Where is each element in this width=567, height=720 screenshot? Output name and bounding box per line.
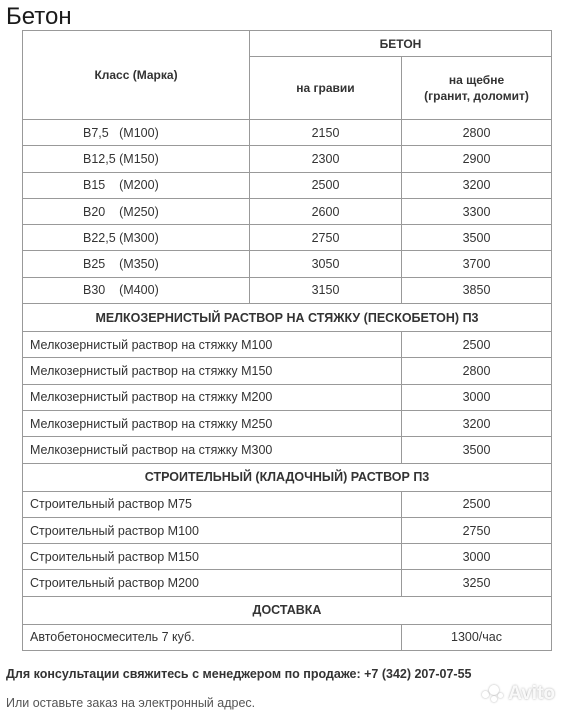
table-row (23, 544, 552, 570)
crushed-header-line1: на щебне (448, 73, 505, 87)
class-cell: В7,5 (М100) (23, 120, 250, 146)
table-row (23, 410, 552, 436)
table-row (23, 146, 552, 172)
gravel-price-cell: 2300 (250, 146, 402, 172)
product-name-cell: Мелкозернистый раствор на стяжку М200 (23, 384, 402, 410)
table-row (23, 120, 552, 146)
product-name-cell: Строительный раствор М200 (23, 570, 402, 596)
class-cell: В12,5 (М150) (23, 146, 250, 172)
email-note: Или оставьте заказ на электронный адрес. (6, 696, 256, 710)
table-row (23, 277, 552, 303)
crushed-header (402, 57, 552, 120)
avito-watermark-text: Avito (508, 683, 555, 704)
class-cell: В20 (М250) (23, 198, 250, 224)
beton-header: БЕТОН (250, 31, 552, 57)
gravel-price-cell: 2750 (250, 225, 402, 251)
class-cell: В15 (М200) (23, 172, 250, 198)
crushed-price-cell: 2900 (402, 146, 552, 172)
class-cell: В30 (М400) (23, 277, 250, 303)
avito-watermark (482, 683, 555, 705)
table-row (23, 517, 552, 543)
price-cell: 3000 (402, 544, 552, 570)
class-cell: В25 (М350) (23, 251, 250, 277)
class-cell: В22,5 (М300) (23, 225, 250, 251)
delivery-rows (23, 624, 552, 650)
table-row (23, 384, 552, 410)
product-name-cell: Автобетоносмеситель 7 куб. (23, 624, 402, 650)
product-name-cell: Мелкозернистый раствор на стяжку М250 (23, 410, 402, 436)
gravel-price-cell: 3150 (250, 277, 402, 303)
table-row (23, 198, 552, 224)
delivery-section-row (23, 596, 552, 624)
crushed-price-cell: 2800 (402, 120, 552, 146)
class-header: Класс (Марка) (23, 31, 250, 120)
crushed-price-cell: 3200 (402, 172, 552, 198)
crushed-price-cell: 3300 (402, 198, 552, 224)
price-cell: 3000 (402, 384, 552, 410)
product-name-cell: Мелкозернистый раствор на стяжку М150 (23, 358, 402, 384)
table-row (23, 225, 552, 251)
table-row (23, 358, 552, 384)
table-row (23, 491, 552, 517)
table-header-row (23, 31, 552, 57)
product-name-cell: Строительный раствор М100 (23, 517, 402, 543)
mortar-section-row (23, 463, 552, 491)
product-name-cell: Строительный раствор М75 (23, 491, 402, 517)
beton-rows (23, 120, 552, 304)
product-name-cell: Мелкозернистый раствор на стяжку М300 (23, 437, 402, 463)
price-cell: 2500 (402, 332, 552, 358)
screed-section-row (23, 304, 552, 332)
avito-logo-icon (482, 685, 504, 703)
price-table (22, 30, 552, 651)
price-cell: 2800 (402, 358, 552, 384)
table-row (23, 172, 552, 198)
delivery-section-header: ДОСТАВКА (23, 596, 552, 624)
product-name-cell: Мелкозернистый раствор на стяжку М100 (23, 332, 402, 358)
price-cell: 3250 (402, 570, 552, 596)
screed-rows (23, 332, 552, 463)
price-cell: 3200 (402, 410, 552, 436)
gravel-header: на гравии (250, 57, 402, 120)
price-cell: 2500 (402, 491, 552, 517)
gravel-price-cell: 3050 (250, 251, 402, 277)
price-cell: 3500 (402, 437, 552, 463)
gravel-price-cell: 2150 (250, 120, 402, 146)
gravel-price-cell: 2500 (250, 172, 402, 198)
price-cell: 1300/час (402, 624, 552, 650)
page-title: Бетон (6, 3, 72, 30)
crushed-header-line2: (гранит, доломит) (424, 89, 529, 103)
table-row (23, 332, 552, 358)
table-row (23, 624, 552, 650)
product-name-cell: Строительный раствор М150 (23, 544, 402, 570)
table-row (23, 437, 552, 463)
mortar-section-header: СТРОИТЕЛЬНЫЙ (КЛАДОЧНЫЙ) РАСТВОР П3 (23, 463, 552, 491)
table-row (23, 251, 552, 277)
contact-text: Для консультации свяжитесь с менеджером по продаже: +7 (342) 207-07-55 (6, 667, 472, 681)
table-row (23, 570, 552, 596)
gravel-price-cell: 2600 (250, 198, 402, 224)
crushed-price-cell: 3850 (402, 277, 552, 303)
screed-section-header: МЕЛКОЗЕРНИСТЫЙ РАСТВОР НА СТЯЖКУ (ПЕСКОБЕТОН) П3 (23, 304, 552, 332)
crushed-price-cell: 3500 (402, 225, 552, 251)
crushed-price-cell: 3700 (402, 251, 552, 277)
price-cell: 2750 (402, 517, 552, 543)
mortar-rows (23, 491, 552, 596)
